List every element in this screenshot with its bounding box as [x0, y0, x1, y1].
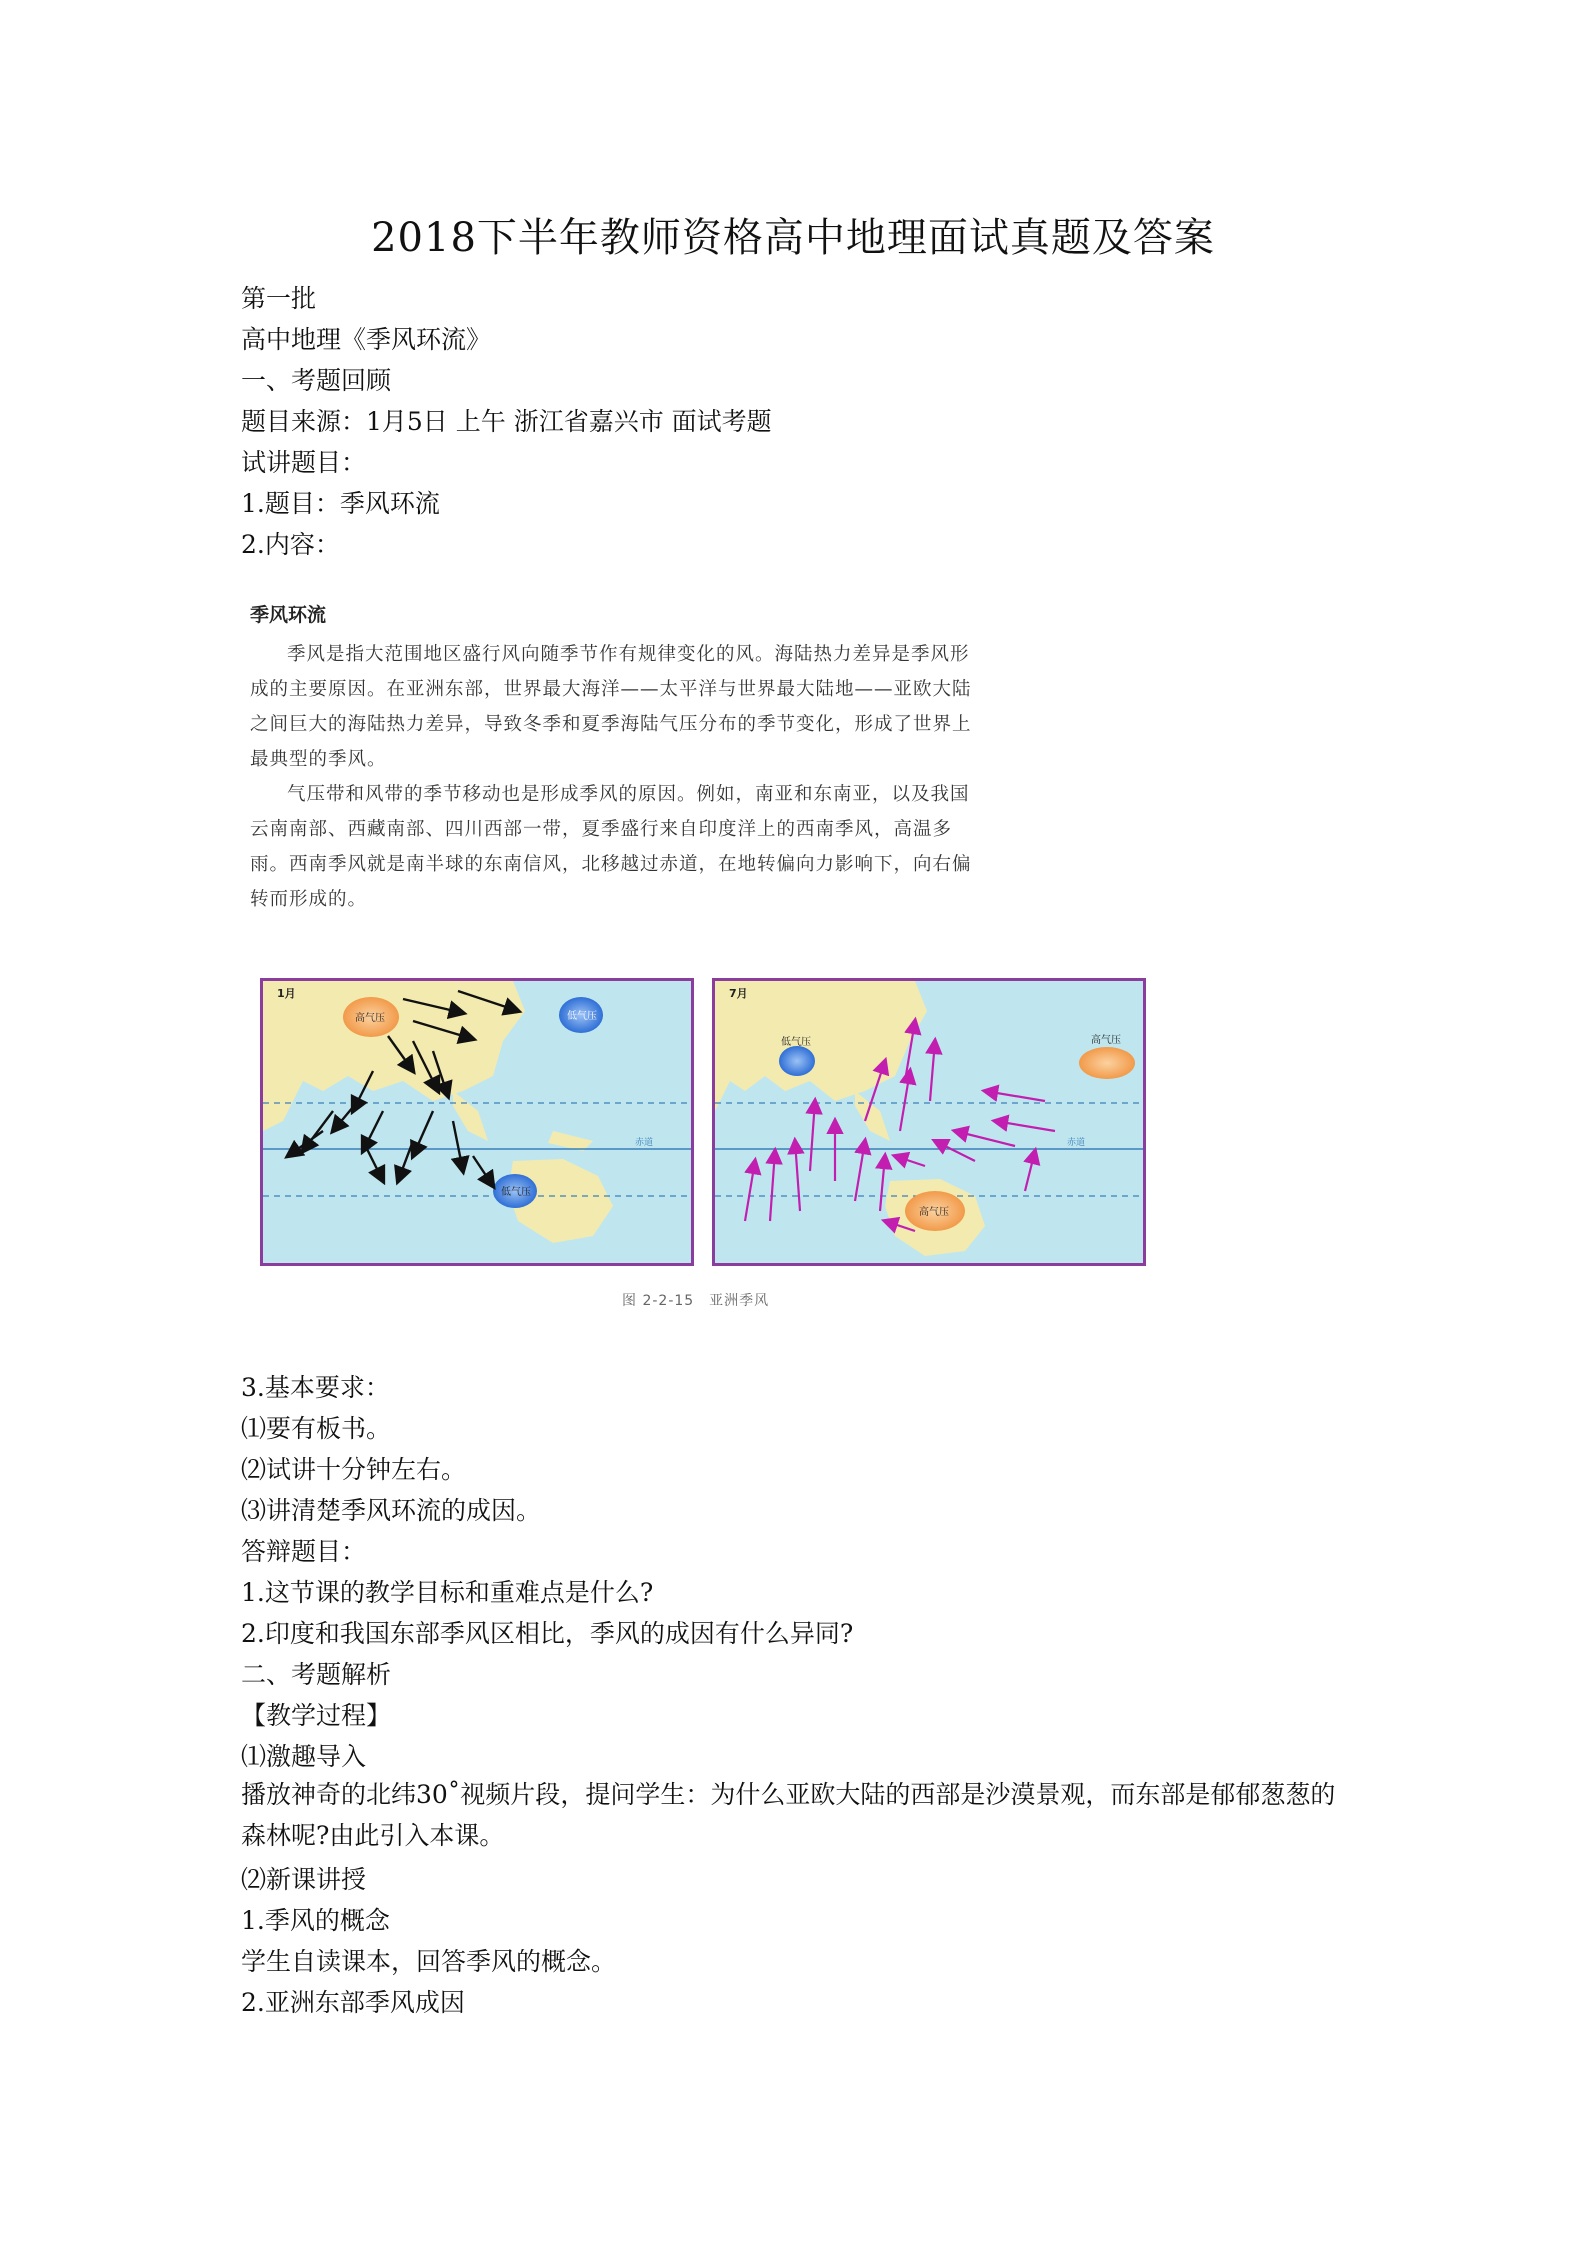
content-item: 2.内容：: [241, 530, 340, 559]
textbook-heading: 季风环流: [250, 604, 327, 626]
high-pressure-label: 高气压: [355, 1013, 385, 1024]
section-heading-analysis: 二、考题解析: [241, 1660, 392, 1689]
january-map: [260, 978, 694, 1266]
high-pressure-label: 高气压: [1091, 1035, 1121, 1046]
textbook-excerpt-figure: [244, 578, 1169, 1318]
requirement-item: ⑶讲清楚季风环流的成因。: [241, 1496, 542, 1525]
step-heading: ⑵新课讲授: [241, 1865, 367, 1894]
textbook-paragraph: 气压带和风带的季节移动也是形成季风的原因。例如，南亚和东南亚，以及我国云南南部、西藏南部、四川西部一带，夏季盛行来自印度洋上的西南季风，高温多雨。西南季风就是南半球的东南信风，北移越过赤道，在地转偏向力影响下，向右偏转而形成的。: [250, 784, 972, 910]
section-heading-review: 一、考题回顾: [241, 366, 392, 395]
equator-label: 赤道: [1067, 1138, 1086, 1148]
low-pressure-label: 低气压: [781, 1037, 811, 1048]
lesson-title: 高中地理《季风环流》: [241, 325, 492, 354]
high-pressure-marker: [1079, 1047, 1135, 1079]
teaching-process-heading: 【教学过程】: [241, 1701, 392, 1730]
subsection-heading: 1.季风的概念: [241, 1906, 390, 1935]
topic-item: 1.题目：季风环流: [241, 489, 440, 518]
high-pressure-label: 高气压: [919, 1207, 949, 1218]
low-pressure-label: 低气压: [501, 1187, 531, 1198]
low-pressure-label: 低气压: [567, 1011, 597, 1022]
map-month-label: 7月: [729, 987, 748, 1000]
intro-paragraph: 播放神奇的北纬30˚视频片段，提问学生：为什么亚欧大陆的西部是沙漠景观，而东部是郁郁葱葱的森林呢?由此引入本课。: [241, 1780, 1336, 1850]
figure-caption: 图 2-2-15 亚洲季风: [622, 1293, 770, 1309]
textbook-paragraph: 季风是指大范围地区盛行风向随季节作有规律变化的风。海陆热力差异是季风形成的主要原因。在亚洲东部，世界最大海洋——太平洋与世界最大陆地——亚欧大陆之间巨大的海陆热力差异，导致冬季和夏季海陆气压分布的季节变化，形成了世界上最典型的季风。: [250, 644, 972, 770]
defense-question: 2.印度和我国东部季风区相比，季风的成因有什么异同?: [241, 1619, 854, 1648]
requirements-heading: 3.基本要求：: [241, 1373, 390, 1402]
monsoon-maps: [260, 978, 1160, 1268]
body-text: 学生自读课本，回答季风的概念。: [241, 1947, 617, 1976]
equator-label: 赤道: [635, 1138, 654, 1148]
document-title: 2018下半年教师资格高中地理面试真题及答案: [371, 215, 1215, 261]
low-pressure-marker: [779, 1046, 815, 1076]
batch-label: 第一批: [241, 284, 317, 313]
requirement-item: ⑴要有板书。: [241, 1414, 392, 1443]
requirement-item: ⑵试讲十分钟左右。: [241, 1455, 467, 1484]
map-month-label: 1月: [277, 987, 296, 1000]
defense-heading: 答辩题目：: [241, 1537, 367, 1566]
question-source: 题目来源：1月5日 上午 浙江省嘉兴市 面试考题: [241, 407, 772, 436]
textbook-excerpt: [244, 578, 984, 917]
lecture-topic-label: 试讲题目：: [241, 448, 367, 477]
step-heading: ⑴激趣导入: [241, 1742, 367, 1771]
defense-question: 1.这节课的教学目标和重难点是什么?: [241, 1578, 654, 1607]
subsection-heading: 2.亚洲东部季风成因: [241, 1988, 465, 2017]
july-map: [712, 978, 1146, 1266]
